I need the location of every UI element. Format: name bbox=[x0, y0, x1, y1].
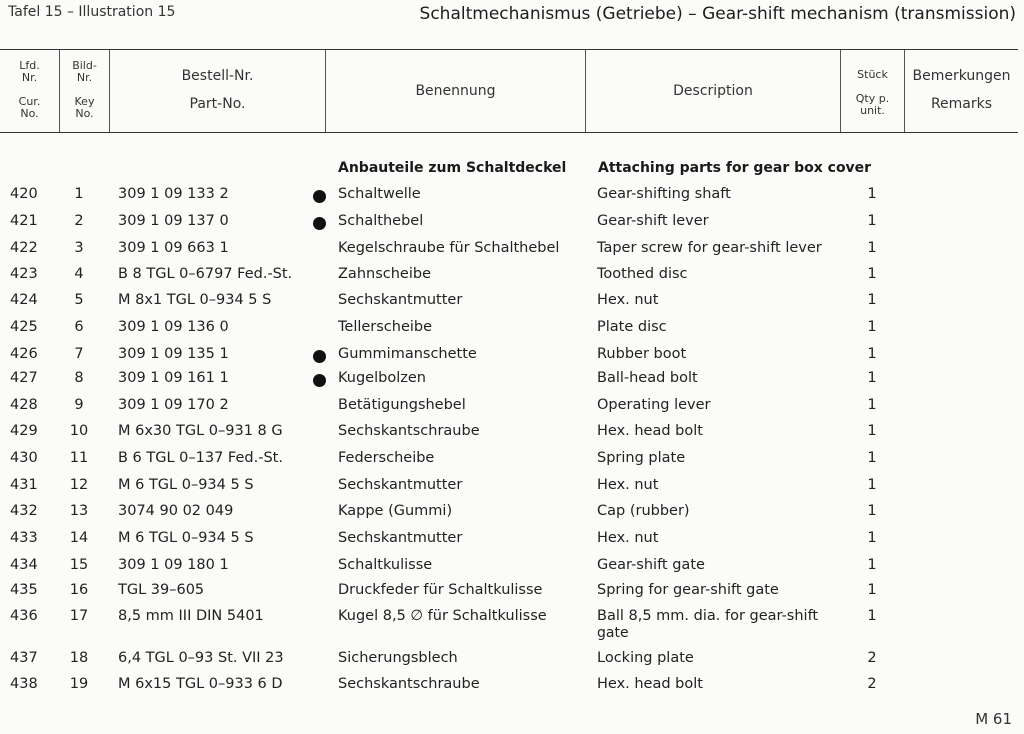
col-part-en: Part-No. bbox=[189, 96, 246, 112]
col-cur-de-1: Lfd. bbox=[19, 59, 40, 72]
description-cell: Hex. nut bbox=[597, 477, 659, 493]
col-qty bbox=[841, 50, 905, 132]
part-no-cell: M 6x15 TGL 0–933 6 D bbox=[118, 676, 283, 692]
benennung-cell: Kugelbolzen bbox=[338, 370, 426, 386]
bullet-dot-icon bbox=[313, 190, 326, 203]
qty-cell: 1 bbox=[867, 450, 877, 466]
part-no-cell: 8,5 mm III DIN 5401 bbox=[118, 608, 264, 624]
description-cell: Gear-shift lever bbox=[597, 213, 709, 229]
cur-no-cell: 437 bbox=[10, 650, 38, 666]
benennung-cell: Kugel 8,5 ∅ für Schaltkulisse bbox=[338, 608, 547, 624]
key-no-cell: 15 bbox=[69, 557, 89, 573]
part-no-cell: M 6 TGL 0–934 5 S bbox=[118, 530, 254, 546]
table-row bbox=[0, 582, 1018, 608]
col-key-en-1: Key bbox=[74, 95, 95, 108]
column-header bbox=[0, 49, 1018, 133]
benennung-cell: Druckfeder für Schaltkulisse bbox=[338, 582, 543, 598]
qty-cell: 1 bbox=[867, 319, 877, 335]
table-row bbox=[0, 346, 1018, 372]
key-no-cell: 7 bbox=[74, 346, 84, 362]
key-no-cell: 6 bbox=[74, 319, 84, 335]
benennung-cell: Sechskantmutter bbox=[338, 292, 463, 308]
table-row bbox=[0, 530, 1018, 556]
table-row bbox=[0, 319, 1018, 345]
cur-no-cell: 426 bbox=[10, 346, 38, 362]
cur-no-cell: 425 bbox=[10, 319, 38, 335]
table-row bbox=[0, 266, 1018, 292]
key-no-cell: 13 bbox=[69, 503, 89, 519]
part-no-cell: 6,4 TGL 0–93 St. VII 23 bbox=[118, 650, 284, 666]
benennung-cell: Tellerscheibe bbox=[338, 319, 433, 335]
col-qty-en-1: Qty p. bbox=[855, 92, 890, 105]
col-qty-de: Stück bbox=[857, 68, 888, 81]
col-remarks-de: Bemerkungen bbox=[912, 68, 1011, 84]
col-cur-en-2: No. bbox=[20, 107, 39, 120]
section-heading-en: Attaching parts for gear box cover bbox=[598, 160, 872, 176]
table-row bbox=[0, 213, 1018, 239]
qty-cell: 1 bbox=[867, 608, 877, 624]
qty-cell: 1 bbox=[867, 370, 877, 386]
key-no-cell: 19 bbox=[69, 676, 89, 692]
col-remarks-en: Remarks bbox=[930, 96, 993, 112]
qty-cell: 2 bbox=[867, 676, 877, 692]
col-remarks bbox=[905, 50, 1018, 132]
part-no-cell: 309 1 09 180 1 bbox=[118, 557, 229, 573]
description-cell: Operating lever bbox=[597, 397, 711, 413]
part-no-cell: 309 1 09 170 2 bbox=[118, 397, 229, 413]
description-cell: Rubber boot bbox=[597, 346, 687, 362]
cur-no-cell: 422 bbox=[10, 240, 38, 256]
qty-cell: 2 bbox=[867, 650, 877, 666]
key-no-cell: 1 bbox=[74, 186, 84, 202]
description-cell: Toothed disc bbox=[597, 266, 688, 282]
col-part-no bbox=[110, 50, 326, 132]
col-benennung-label: Benennung bbox=[415, 83, 496, 99]
col-key-en-2: No. bbox=[75, 107, 94, 120]
description-cell: Ball 8,5 mm. dia. for gear-shift bbox=[597, 608, 819, 624]
part-no-cell: M 8x1 TGL 0–934 5 S bbox=[118, 292, 272, 308]
cur-no-cell: 429 bbox=[10, 423, 38, 439]
key-no-cell: 4 bbox=[74, 266, 84, 282]
benennung-cell: Schalthebel bbox=[338, 213, 424, 229]
col-key-no bbox=[60, 50, 110, 132]
bullet-dot-icon bbox=[313, 350, 326, 363]
table-row bbox=[0, 503, 1018, 529]
benennung-cell: Zahnscheibe bbox=[338, 266, 431, 282]
description-cell: Hex. head bolt bbox=[597, 676, 703, 692]
qty-cell: 1 bbox=[867, 186, 877, 202]
table-row bbox=[0, 397, 1018, 423]
part-no-cell: 309 1 09 137 0 bbox=[118, 213, 229, 229]
cur-no-cell: 431 bbox=[10, 477, 38, 493]
benennung-cell: Kappe (Gummi) bbox=[338, 503, 453, 519]
benennung-cell: Betätigungshebel bbox=[338, 397, 466, 413]
bullet-dot-icon bbox=[313, 217, 326, 230]
part-no-cell: 309 1 09 133 2 bbox=[118, 186, 229, 202]
description-cell: Cap (rubber) bbox=[597, 503, 690, 519]
description-cell: Taper screw for gear-shift lever bbox=[597, 240, 822, 256]
col-cur-no bbox=[0, 50, 60, 132]
qty-cell: 1 bbox=[867, 397, 877, 413]
table-row bbox=[0, 186, 1018, 212]
description-cell: Hex. nut bbox=[597, 530, 659, 546]
col-key-de-2: Nr. bbox=[76, 71, 93, 84]
description-cell: Spring for gear-shift gate bbox=[597, 582, 779, 598]
description-cell: Plate disc bbox=[597, 319, 667, 335]
benennung-cell: Gummimanschette bbox=[338, 346, 477, 362]
key-no-cell: 11 bbox=[69, 450, 89, 466]
part-no-cell: TGL 39–605 bbox=[118, 582, 205, 598]
description-cell: Spring plate bbox=[597, 450, 686, 466]
cur-no-cell: 428 bbox=[10, 397, 38, 413]
description-cell-continued: gate bbox=[597, 625, 629, 641]
table-row bbox=[0, 557, 1018, 583]
cur-no-cell: 423 bbox=[10, 266, 38, 282]
plate-label: Tafel 15 – Illustration 15 bbox=[8, 4, 176, 20]
qty-cell: 1 bbox=[867, 503, 877, 519]
description-cell: Ball-head bolt bbox=[597, 370, 698, 386]
cur-no-cell: 435 bbox=[10, 582, 38, 598]
part-no-cell: M 6x30 TGL 0–931 8 G bbox=[118, 423, 283, 439]
description-cell: Gear-shifting shaft bbox=[597, 186, 731, 202]
cur-no-cell: 434 bbox=[10, 557, 38, 573]
cur-no-cell: 433 bbox=[10, 530, 38, 546]
qty-cell: 1 bbox=[867, 292, 877, 308]
benennung-cell: Sicherungsblech bbox=[338, 650, 458, 666]
col-part-de: Bestell-Nr. bbox=[181, 68, 254, 84]
col-qty-en-2: unit. bbox=[860, 104, 885, 117]
qty-cell: 1 bbox=[867, 557, 877, 573]
table-row bbox=[0, 676, 1018, 702]
qty-cell: 1 bbox=[867, 266, 877, 282]
qty-cell: 1 bbox=[867, 477, 877, 493]
benennung-cell: Schaltwelle bbox=[338, 186, 421, 202]
part-no-cell: B 6 TGL 0–137 Fed.-St. bbox=[118, 450, 283, 466]
col-key-de-1: Bild- bbox=[72, 59, 97, 72]
page-title: Schaltmechanismus (Getriebe) – Gear-shift mechanism (transmission) bbox=[419, 4, 1016, 24]
table-row bbox=[0, 450, 1018, 476]
col-cur-de-2: Nr. bbox=[21, 71, 38, 84]
table-row bbox=[0, 477, 1018, 503]
description-cell: Locking plate bbox=[597, 650, 694, 666]
part-no-cell: 309 1 09 135 1 bbox=[118, 346, 229, 362]
cur-no-cell: 438 bbox=[10, 676, 38, 692]
key-no-cell: 5 bbox=[74, 292, 84, 308]
key-no-cell: 8 bbox=[74, 370, 84, 386]
page-number: M 61 bbox=[975, 710, 1012, 728]
table-row bbox=[0, 292, 1018, 318]
cur-no-cell: 432 bbox=[10, 503, 38, 519]
bullet-dot-icon bbox=[313, 374, 326, 387]
qty-cell: 1 bbox=[867, 213, 877, 229]
qty-cell: 1 bbox=[867, 423, 877, 439]
description-cell: Hex. nut bbox=[597, 292, 659, 308]
benennung-cell: Schaltkulisse bbox=[338, 557, 433, 573]
cur-no-cell: 427 bbox=[10, 370, 38, 386]
key-no-cell: 14 bbox=[69, 530, 89, 546]
benennung-cell: Sechskantmutter bbox=[338, 530, 463, 546]
col-description bbox=[586, 50, 841, 132]
benennung-cell: Sechskantmutter bbox=[338, 477, 463, 493]
key-no-cell: 2 bbox=[74, 213, 84, 229]
part-no-cell: M 6 TGL 0–934 5 S bbox=[118, 477, 254, 493]
table-row bbox=[0, 608, 1018, 641]
table-row bbox=[0, 423, 1018, 449]
section-heading-de: Anbauteile zum Schaltdeckel bbox=[338, 160, 567, 176]
part-no-cell: 309 1 09 161 1 bbox=[118, 370, 229, 386]
table-row bbox=[0, 240, 1018, 266]
qty-cell: 1 bbox=[867, 240, 877, 256]
benennung-cell: Sechskantschraube bbox=[338, 423, 480, 439]
description-cell: Hex. head bolt bbox=[597, 423, 703, 439]
key-no-cell: 10 bbox=[69, 423, 89, 439]
part-no-cell: 309 1 09 136 0 bbox=[118, 319, 229, 335]
key-no-cell: 17 bbox=[69, 608, 89, 624]
key-no-cell: 9 bbox=[74, 397, 84, 413]
cur-no-cell: 436 bbox=[10, 608, 38, 624]
col-description-label: Description bbox=[673, 83, 753, 99]
key-no-cell: 18 bbox=[69, 650, 89, 666]
key-no-cell: 16 bbox=[69, 582, 89, 598]
qty-cell: 1 bbox=[867, 530, 877, 546]
description-cell: Gear-shift gate bbox=[597, 557, 705, 573]
table-row bbox=[0, 650, 1018, 676]
benennung-cell: Federscheibe bbox=[338, 450, 435, 466]
benennung-cell: Sechskantschraube bbox=[338, 676, 480, 692]
benennung-cell: Kegelschraube für Schalthebel bbox=[338, 240, 560, 256]
key-no-cell: 3 bbox=[74, 240, 84, 256]
qty-cell: 1 bbox=[867, 582, 877, 598]
cur-no-cell: 424 bbox=[10, 292, 38, 308]
col-benennung bbox=[326, 50, 586, 132]
cur-no-cell: 421 bbox=[10, 213, 38, 229]
cur-no-cell: 420 bbox=[10, 186, 38, 202]
part-no-cell: 309 1 09 663 1 bbox=[118, 240, 229, 256]
qty-cell: 1 bbox=[867, 346, 877, 362]
part-no-cell: B 8 TGL 0–6797 Fed.-St. bbox=[118, 266, 293, 282]
col-cur-en-1: Cur. bbox=[18, 95, 41, 108]
part-no-cell: 3074 90 02 049 bbox=[118, 503, 234, 519]
cur-no-cell: 430 bbox=[10, 450, 38, 466]
table-row bbox=[0, 370, 1018, 396]
key-no-cell: 12 bbox=[69, 477, 89, 493]
